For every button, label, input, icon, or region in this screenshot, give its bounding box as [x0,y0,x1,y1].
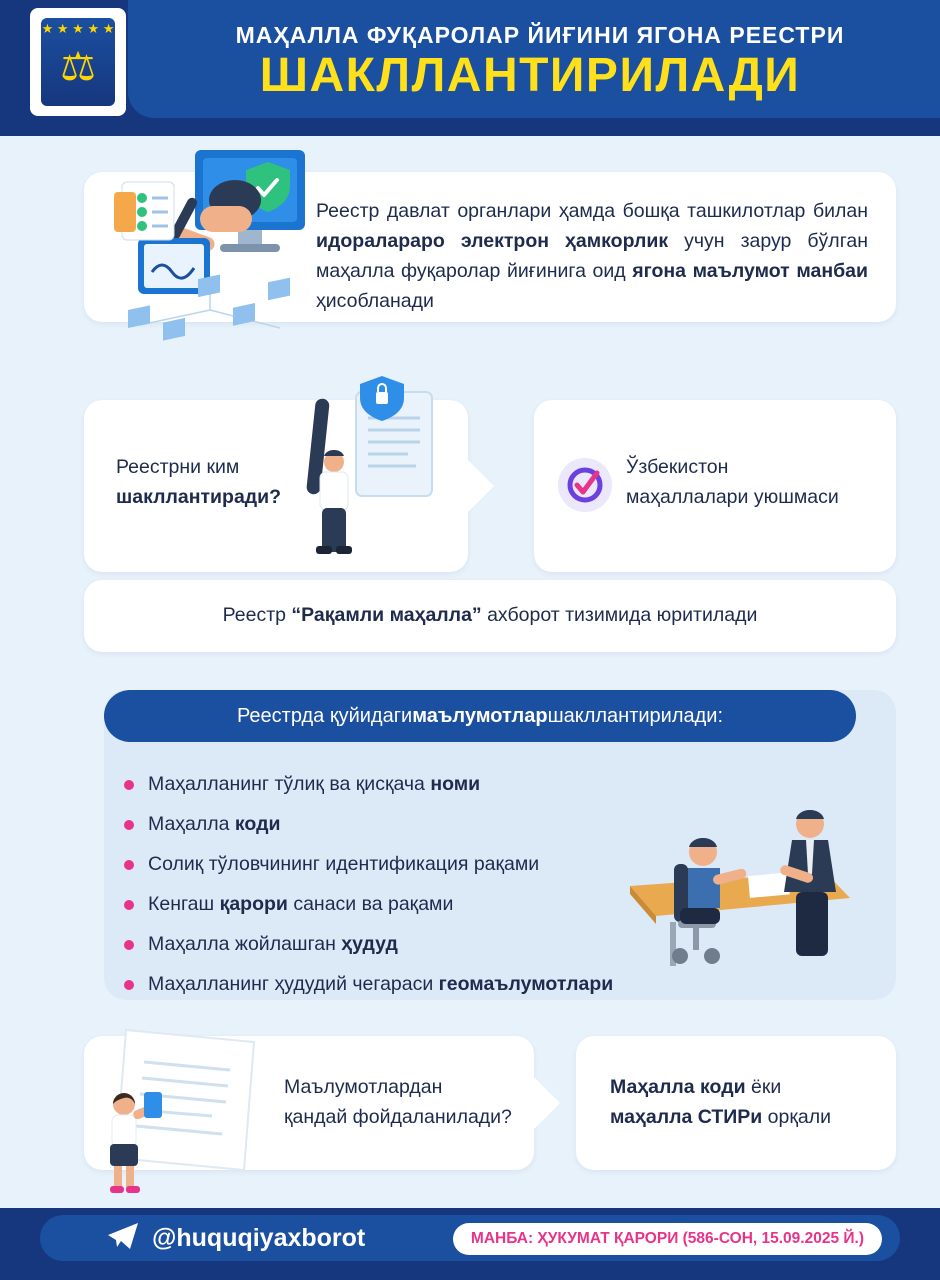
answer-card-2 [576,1036,896,1170]
item-0-bold: номи [430,773,481,795]
list-item-label [148,850,539,878]
item-5-bold: геомаълумотлари [438,973,614,995]
intro-text [316,196,868,316]
item-0-normal1: Маҳалланинг тўлиқ ва қисқача [148,773,431,795]
intro-bold1: идоралараро электрон ҳамкорлик [316,230,669,252]
meeting-illustration [600,790,870,980]
header-notch [0,118,128,136]
intro-part1: Реестр давлат органлари ҳамда бошқа ташкилотлар билан [316,200,868,222]
bullet-icon [124,980,134,990]
system-part2: ахборот тизимида юритилади [481,604,758,626]
list-item-label [148,890,453,918]
woman-document-illustration [84,1020,264,1196]
person-document-illustration [290,370,470,570]
question-2-line1: Маълумотлардан [284,1076,443,1098]
page-title: ШАКЛЛАНТИРИЛАДИ [259,49,801,102]
item-4-normal1: Маҳалла жойлашган [148,933,342,955]
source-badge: МАНБА: ҲУКУМАТ ҚАРОРИ (586-СОН, 15.09.2025 Й.) [453,1223,882,1255]
item-3-normal1: Кенгаш [148,893,220,915]
list-item-label [148,770,480,798]
system-card [84,580,896,652]
header-subtitle: МАҲАЛЛА ФУҚАРОЛАР ЙИҒИНИ ЯГОНА РЕЕСТРИ [235,22,845,48]
list-item-label [148,970,613,998]
intro-part3: ҳисобланади [316,290,434,312]
question-1-line2: шакллантиради? [116,486,282,508]
answer-1-text [626,452,876,512]
system-bold1: “Рақамли маҳалла” [291,604,482,626]
answer-1-line2: маҳаллалари уюшмаси [626,486,839,508]
answer-1-line1: Ўзбекистон [626,456,729,478]
check-circle-icon [558,458,612,512]
bullet-icon [124,860,134,870]
answer-2-normal1: ёки [745,1076,782,1098]
item-4-bold: ҳудуд [341,933,398,955]
bullet-icon [124,940,134,950]
list-header-part1: Реестрда қуйидаги [236,704,413,727]
intro-bold2: ягона маълумот манбаи [632,260,868,282]
item-1-normal1: Маҳалла [148,813,235,835]
header [0,0,940,136]
list-header-bold: маълумотлар [412,704,548,727]
item-5-normal1: Маҳалланинг ҳудудий чегараси [148,973,439,995]
item-3-bold: қарори [219,893,288,915]
state-emblem [30,8,126,116]
answer-2-normal2: орқали [762,1106,832,1128]
bullet-icon [124,820,134,830]
telegram-handle[interactable]: @huquqiyaxborot [152,1223,366,1252]
intro-part2: учун зарур бўлган маҳалла фуқаролар йиғинига оид [316,230,868,282]
answer-card-1 [534,400,896,572]
bullet-icon [124,780,134,790]
e-signature-illustration [100,140,320,360]
list-item-label [148,810,280,838]
item-2-normal1: Солиқ тўловчининг идентификация рақами [148,853,540,875]
list-item-label [148,930,398,958]
bullet-icon [124,900,134,910]
answer-2-text [610,1072,880,1132]
question-1-line1: Реестрни ким [116,456,240,478]
arrow-icon-1 [468,460,494,512]
scales-icon: ⚖ [60,45,96,89]
answer-2-bold1: Маҳалла коди [610,1076,746,1098]
list-header [104,690,856,742]
emblem-stars: ★ ★ ★ ★ ★ [41,21,115,36]
question-2-text [284,1072,524,1132]
list-header-part2: шакллантирилади: [547,704,724,727]
footer-strip [40,1215,900,1261]
system-text [84,600,896,630]
question-2-line2: қандай фойдаланилади? [284,1106,512,1128]
arrow-icon-2 [534,1077,560,1129]
emblem-inner [41,18,115,106]
item-1-bold: коди [234,813,281,835]
answer-2-bold2: маҳалла СТИРи [610,1106,763,1128]
system-part1: Реестр [222,604,292,626]
item-3-normal2: санаси ва рақами [287,893,454,915]
telegram-icon[interactable] [106,1221,140,1256]
